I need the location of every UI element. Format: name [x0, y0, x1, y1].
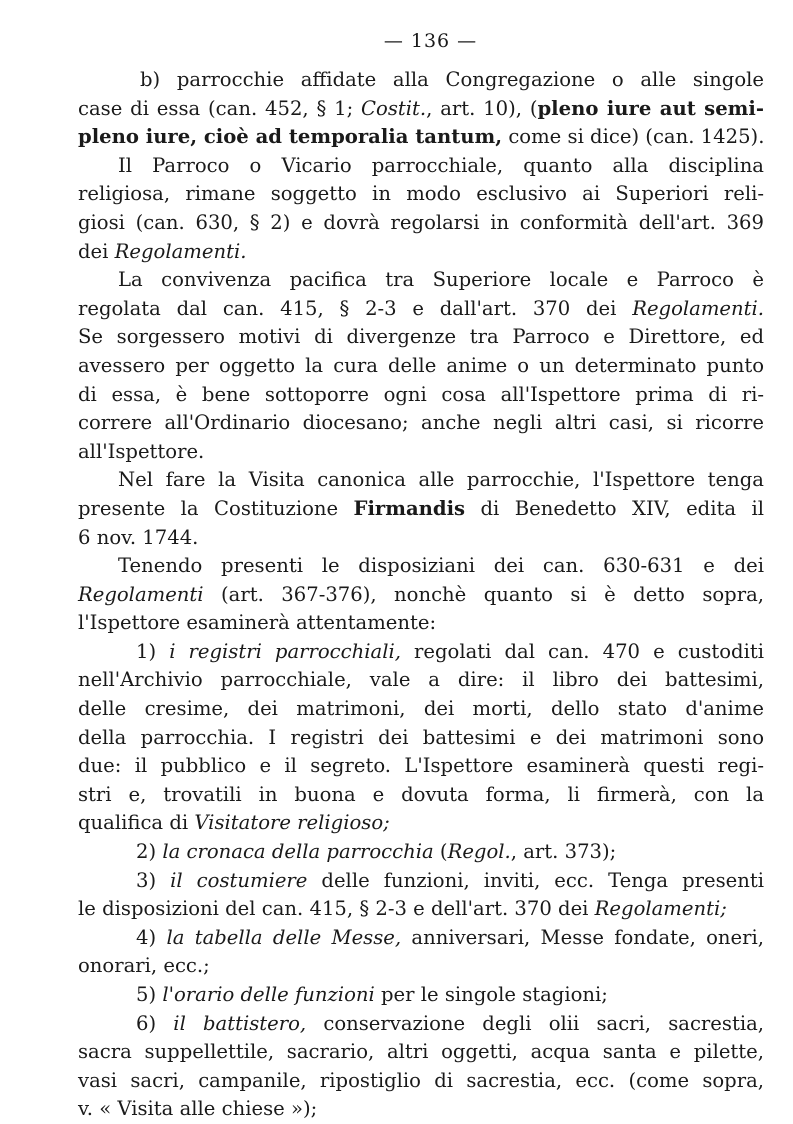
text-line: Se sorgessero motivi di divergenze tra Parroco e Direttore, ed: [78, 325, 764, 349]
text-span: case di essa (can. 452, § 1;: [78, 96, 362, 120]
paragraph-parishes: [78, 66, 764, 152]
text-line: stri e, trovatili in buona e dovuta forma, li firmerà, con la: [78, 782, 764, 806]
text-line: b) parrocchie affidate alla Congregazione o alle singole: [140, 68, 764, 91]
list-item-cronaca: 2) la cronaca della parrocchia (Regol., art. 373);: [136, 840, 617, 864]
italic-span: il costumiere: [170, 868, 308, 892]
italic-span: Regolamenti.: [632, 296, 764, 320]
list-item-battistero: 6) il battistero, conservazione degli olii sacri, sacrestia, sacra suppellettile, sacrario, altri oggetti, acqua santa e pilette, vasi sacri, campanile, ripostiglio di sacrestia, ecc. (come sopra, v. « Visita alle chiese »);: [78, 1011, 764, 1121]
text-line: vasi sacri, campanile, ripostiglio di sacrestia, ecc. (come sopra,: [78, 1068, 764, 1092]
page-number: — 136 —: [383, 30, 478, 52]
text-line: avessero per oggetto la cura delle anime o un determinato punto: [78, 353, 764, 377]
bold-span: Firmandis: [353, 496, 466, 520]
text-span: di Benedetto XIV, edita il: [465, 496, 764, 520]
text-line: correre all'Ordinario diocesano; anche negli altri casi, si ricorre: [78, 411, 764, 435]
text-line: v. « Visita alle chiese »);: [78, 1097, 318, 1121]
text-line: giosi (can. 630, § 2) e dovrà regolarsi in conformità dell'art. 369: [78, 210, 764, 234]
text-span: come si dice) (can. 1425).: [502, 125, 765, 149]
italic-span: Regolamenti;: [594, 897, 727, 921]
paragraph-parroco: [78, 152, 764, 266]
italic-span: la cronaca della parrocchia: [162, 840, 434, 864]
text-line: Tenendo presenti le disposiziani dei can. 630-631 e dei: [118, 554, 764, 578]
text-line: della parrocchia. I registri dei battesimi e dei matrimoni sono: [78, 725, 764, 749]
text-span: presente la Costituzione: [78, 496, 354, 520]
text-span: (art. 367-376), nonchè quanto si è detto sopra,: [203, 582, 764, 606]
list-item-registri: 1) i registri parrocchiali, regolati dal can. 470 e custoditi nell'Archivio parrocchiale, vale a dire: il libro dei battesimi, delle cresime, dei matrimoni, dei morti, dello stato d'anime della parrocchia. I registri dei battesimi e dei matrimoni sono due: il pubblico e il segreto. L'Ispettore esaminerà questi regi- stri e, trovatili in buona e dovuta forma, li firmerà, con la qualifica di Visitatore religioso;: [78, 639, 764, 835]
text-line: delle cresime, dei matrimoni, dei morti, dello stato d'anime: [78, 697, 764, 721]
italic-span: Costit.: [361, 96, 427, 120]
text-line: di essa, è bene sottoporre ogni cosa all'Ispettore prima di ri-: [78, 382, 764, 406]
italic-span: i registri parrocchiali,: [169, 639, 401, 663]
bold-span: pleno iure, cioè ad temporalia tantum,: [78, 125, 503, 149]
text-span: regolata dal can. 415, § 2-3 e dall'art. 370 dei: [78, 296, 633, 320]
text-line: nell'Archivio parrocchiale, vale a dire: il libro dei battesimi,: [78, 668, 764, 692]
paragraph-convivenza: [78, 266, 764, 466]
italic-span: Regolamenti.: [114, 239, 247, 263]
text-line: onorari, ecc.;: [78, 954, 210, 978]
paragraph-visita: [78, 466, 764, 552]
list-item-orario: 5) l'orario delle funzioni per le singole stagioni;: [136, 983, 608, 1006]
italic-span: Regolamenti: [78, 582, 204, 606]
italic-span: la tabella delle Messe,: [166, 925, 402, 949]
text-line: Il Parroco o Vicario parrocchiale, quanto alla disciplina: [118, 153, 764, 177]
italic-span: l'orario delle funzioni: [162, 983, 375, 1006]
text-line: all'Ispettore.: [78, 439, 205, 463]
italic-span: il battistero,: [173, 1011, 307, 1035]
text-line: sacra suppellettile, sacrario, altri oggetti, acqua santa e pilette,: [78, 1040, 764, 1064]
italic-span: Visitatore religioso;: [194, 811, 390, 835]
body-text: [78, 66, 764, 1124]
text-line: Nel fare la Visita canonica alle parrocchie, l'Ispettore tenga: [118, 468, 764, 492]
text-line: due: il pubblico e il segreto. L'Ispettore esaminerà questi regi-: [78, 754, 764, 778]
bold-span: pleno iure aut semi-: [537, 96, 764, 120]
list-item-costumiere: 3) il costumiere delle funzioni, inviti, ecc. Tenga presenti le disposizioni del can. 415, § 2-3 e dell'art. 370 dei Regolamenti;: [78, 868, 765, 921]
text-line: l'Ispettore esaminerà attentamente:: [78, 611, 437, 635]
text-line: La convivenza pacifica tra Superiore locale e Parroco è: [118, 268, 764, 292]
list-item-messe: 4) la tabella delle Messe, anniversari, Messe fondate, oneri, onorari, ecc.;: [78, 925, 765, 978]
text-span: , art. 10), (: [426, 96, 538, 120]
italic-span: Regol.: [447, 840, 511, 864]
text-line: religiosa, rimane soggetto in modo esclusivo ai Superiori reli-: [78, 182, 764, 206]
text-span: dei: [78, 239, 115, 263]
text-line: 6 nov. 1744.: [78, 525, 199, 549]
paragraph-disposizioni: [78, 552, 764, 638]
